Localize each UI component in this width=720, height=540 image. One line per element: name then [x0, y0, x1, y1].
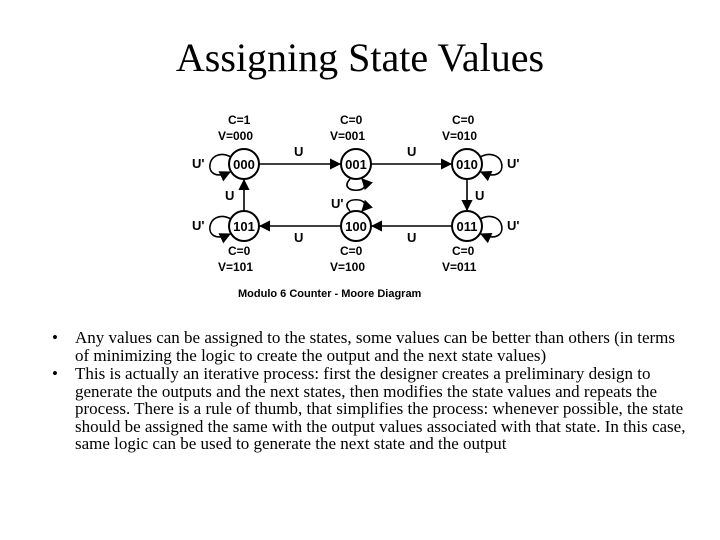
svg-text:100: 100	[345, 219, 367, 234]
state-001-v-label: V=001	[330, 129, 366, 143]
label-unot-011: U'	[507, 218, 520, 233]
state-000	[229, 149, 259, 179]
slide-title: Assigning State Values	[175, 35, 545, 80]
self-loop-000	[210, 154, 231, 174]
moore-state-diagram	[170, 104, 540, 304]
bullet-text: Any values can be assigned to the states, some values can be better than others (in terms of minimizing the logic to create the output and the next state values)	[75, 328, 676, 365]
label-unot-010: U'	[507, 156, 520, 171]
self-loop-101	[210, 216, 231, 236]
state-100	[341, 211, 371, 241]
label-u-011-100: U	[407, 230, 417, 245]
state-010-c-label: C=0	[452, 113, 475, 127]
label-u-010-011: U	[475, 188, 485, 203]
state-000-v-label: V=000	[218, 129, 254, 143]
state-001	[341, 149, 371, 179]
svg-text:001: 001	[345, 157, 367, 172]
label-unot-000: U'	[192, 156, 205, 171]
bullet-item	[52, 329, 692, 364]
bullet-marker: •	[52, 328, 58, 347]
state-001-c-label: C=0	[340, 113, 363, 127]
state-010-v-label: V=010	[442, 129, 478, 143]
state-101	[229, 211, 259, 241]
state-100-c-label: C=0	[340, 244, 363, 258]
label-u-000-001: U	[294, 144, 304, 159]
state-000-c-label: C=1	[228, 113, 251, 127]
state-010	[452, 149, 482, 179]
state-011-v-label: V=011	[442, 260, 477, 274]
label-unot-101: U'	[192, 218, 205, 233]
svg-text:000: 000	[233, 157, 255, 172]
bullet-marker: •	[52, 364, 58, 383]
self-loop-011	[480, 216, 502, 236]
diagram-caption: Modulo 6 Counter - Moore Diagram	[238, 288, 422, 300]
state-101-c-label: C=0	[228, 244, 251, 258]
label-u-101-000: U	[225, 188, 235, 203]
self-loop-100	[347, 200, 365, 211]
self-loop-010	[480, 154, 502, 174]
state-011	[452, 211, 482, 241]
state-011-c-label: C=0	[452, 244, 475, 258]
state-100-v-label: V=100	[330, 260, 366, 274]
bullet-list	[52, 329, 692, 454]
self-loop-001	[347, 179, 365, 190]
bullet-item	[52, 365, 692, 453]
svg-text:011: 011	[456, 219, 478, 234]
label-u-100-101: U	[294, 230, 304, 245]
svg-text:010: 010	[456, 157, 478, 172]
label-u-001-010: U	[407, 144, 417, 159]
bullet-text: This is actually an iterative process: first the designer creates a preliminary design to generate the outputs and the next states, then modifies the state values and repeats the process. There is a rule of thumb, that simplifies the process: whenever possible, the state should be assigned the same with the output values associated with that state. In this case, same logic can be used to generate the next state and the output	[75, 364, 686, 453]
svg-text:101: 101	[233, 219, 255, 234]
state-101-v-label: V=101	[218, 260, 254, 274]
label-unot-001: U'	[331, 196, 344, 211]
